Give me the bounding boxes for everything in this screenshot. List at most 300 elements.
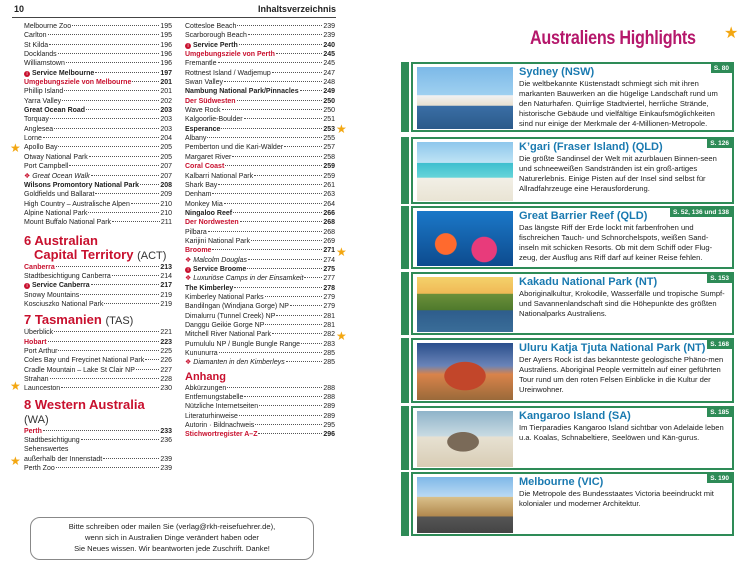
dot-leader [140, 184, 159, 185]
toc-list-anhang [185, 384, 335, 440]
dot-leader [227, 387, 322, 388]
toc-entry-title: Danggu Geikie Gorge NP [185, 322, 265, 329]
highlight-card[interactable] [411, 137, 734, 204]
feature-box-icon: ❖ [185, 359, 192, 367]
highlight-card[interactable] [411, 62, 734, 132]
toc-entry-page: 259 [323, 163, 335, 171]
toc-entry[interactable] [185, 41, 335, 50]
dot-leader [43, 430, 159, 431]
toc-entry-title: Coles Bay und Freycinet National Park [24, 357, 145, 365]
toc-entry-title: Nambung National Park/Pinnacles [185, 88, 299, 96]
toc-entry-page: 227 [160, 366, 172, 374]
toc-entry[interactable] [185, 134, 335, 143]
toc-entry[interactable] [185, 153, 335, 162]
toc-entry[interactable] [24, 31, 172, 40]
highlight-title: Kangaroo Island (SA) [519, 410, 631, 422]
dot-leader [224, 81, 322, 82]
dot-leader [248, 34, 322, 35]
toc-entry-title: Fremantle [185, 60, 217, 68]
section-abbr: (WA) [24, 413, 49, 426]
toc-entry-title: Kosciuszko National Park [24, 300, 104, 308]
toc-entry[interactable] [185, 293, 335, 302]
page-reference-badge[interactable]: S. 190 [707, 474, 732, 483]
page-reference-badge[interactable]: S. 126 [707, 139, 732, 148]
toc-entry[interactable] [185, 50, 335, 59]
toc-entry[interactable] [185, 162, 335, 171]
toc-entry[interactable] [185, 312, 335, 321]
toc-entry[interactable] [24, 50, 172, 59]
toc-entry[interactable] [185, 181, 335, 190]
toc-entry-title: Diamanten in den Kimberleys [193, 359, 285, 367]
toc-entry-page: 217 [160, 282, 172, 290]
toc-entry-title: Wilsons Promontory National Park [24, 181, 140, 189]
toc-entry[interactable] [24, 172, 172, 181]
highlight-photo [417, 343, 513, 400]
toc-entry-page: 245 [323, 51, 335, 59]
toc-entry-page: 283 [323, 340, 335, 348]
toc-entry[interactable] [24, 445, 172, 454]
toc-entry-title: Kalgoorlie-Boulder [185, 116, 243, 124]
highlight-side-bar [401, 272, 409, 335]
toc-entry-page: 285 [323, 350, 335, 358]
toc-entry-page: 207 [160, 163, 172, 171]
highlight-photo [417, 477, 513, 533]
toc-entry[interactable] [24, 455, 172, 464]
dot-leader [112, 221, 160, 222]
toc-entry-title: Nützliche Internetseiten [185, 403, 259, 411]
section-number: 8 [24, 396, 32, 412]
dot-leader [43, 137, 159, 138]
toc-entry[interactable] [185, 125, 335, 134]
toc-entry[interactable] [24, 272, 172, 281]
toc-entry[interactable] [185, 97, 335, 106]
section-heading-anhang: Anhang [185, 370, 226, 383]
toc-entry[interactable] [185, 87, 335, 96]
toc-entry-page: 257 [323, 144, 335, 152]
toc-entry[interactable] [24, 87, 172, 96]
page-reference-badge[interactable]: S. 153 [707, 274, 732, 283]
page-reference-badge[interactable]: S. 52, 136 und 138 [670, 208, 732, 217]
toc-entry-page: 221 [160, 329, 172, 337]
dot-leader [48, 34, 160, 35]
toc-list-melbourne [24, 22, 172, 228]
toc-entry[interactable] [185, 143, 335, 152]
dot-leader [254, 175, 322, 176]
dot-leader [56, 467, 160, 468]
highlight-star-icon: ★ [336, 122, 347, 136]
toc-entry-title: Malcolm Douglas [193, 256, 247, 264]
toc-entry-title: Karijini National Park [185, 237, 250, 245]
highlight-star-icon: ★ [10, 379, 21, 393]
toc-entry-page: 195 [160, 32, 172, 40]
highlight-side-bar [401, 62, 409, 132]
toc-entry-page: 203 [160, 107, 172, 115]
highlight-side-bar [401, 206, 409, 269]
toc-entry[interactable] [185, 22, 335, 31]
toc-entry-page: 201 [160, 79, 172, 87]
highlight-title: K’gari (Fraser Island) (QLD) [519, 141, 663, 153]
toc-entry[interactable] [24, 218, 172, 227]
toc-entry[interactable] [185, 393, 335, 402]
toc-entry-title: Abkürzungen [185, 384, 227, 392]
toc-entry[interactable] [185, 384, 335, 393]
highlight-title: Uluru Katja Tjuta National Park (NT) [519, 342, 706, 354]
toc-entry-page: 259 [323, 172, 335, 180]
toc-entry-page: 205 [160, 144, 172, 152]
toc-entry-page: 203 [160, 116, 172, 124]
toc-entry-title: Service Canberra [32, 282, 90, 290]
toc-entry[interactable] [24, 464, 172, 473]
toc-entry[interactable] [185, 31, 335, 40]
toc-entry-page: 264 [323, 200, 335, 208]
dot-leader [284, 146, 322, 147]
section-title-line2: Capital Territory [34, 246, 134, 262]
toc-entry[interactable] [185, 302, 335, 311]
toc-entry-title: Yarra Valley [24, 97, 62, 105]
section-heading-act [24, 234, 172, 263]
highlight-card[interactable] [411, 472, 734, 536]
highlight-side-bar [401, 338, 409, 403]
toc-entry-page: 288 [323, 394, 335, 402]
dot-leader [48, 341, 160, 342]
section-abbr: (TAS) [105, 315, 134, 328]
toc-entry-title: Wave Rock [185, 107, 221, 115]
toc-entry-page: 236 [160, 437, 172, 445]
toc-entry[interactable] [185, 237, 335, 246]
toc-entry[interactable] [24, 143, 172, 152]
toc-entry-page: 255 [323, 135, 335, 143]
toc-entry[interactable] [24, 190, 172, 199]
toc-entry-page: 195 [160, 23, 172, 30]
dot-leader [276, 53, 322, 54]
toc-entry[interactable] [185, 358, 335, 367]
toc-entry-page: 268 [323, 228, 335, 236]
highlight-description: Der Ayers Rock ist das bekannteste geologische Phäno-men Australiens. Aboriginal People vermitteln auf einer geführten Tour rund um den roten Felsen Einblicke in die Kultur der Ureinwohner. [519, 355, 724, 395]
highlight-description: Die Metropole des Bundesstaates Victoria beeindruckt mit kolonialer und moderner Architektur. [519, 489, 714, 509]
toc-entry-page: 279 [323, 303, 335, 311]
toc-entry[interactable] [24, 125, 172, 134]
toc-entry-page: 239 [323, 32, 335, 40]
toc-entry[interactable] [24, 338, 172, 347]
highlight-card[interactable] [411, 338, 734, 403]
toc-entry[interactable] [24, 134, 172, 143]
toc-entry-title: Stadtbesichtigung [24, 437, 80, 445]
dot-leader [58, 53, 160, 54]
feedback-line: Bitte schreiben oder mailen Sie (verlag@rkh-reisefuehrer.de), [68, 522, 276, 531]
toc-entry-title: Umgebungsziele von Perth [185, 51, 275, 59]
dot-leader [66, 62, 159, 63]
toc-entry[interactable] [24, 436, 172, 445]
toc-entry-title: Kununurra [185, 350, 218, 358]
highlight-star-icon: ★ [336, 329, 347, 343]
toc-entry-title: Pemberton und die Kari-Wälder [185, 144, 284, 152]
toc-list-wa [24, 427, 172, 474]
dot-leader [54, 331, 159, 332]
toc-entry[interactable] [24, 427, 172, 436]
toc-entry-page: 205 [160, 153, 172, 161]
toc-column-right [185, 22, 335, 440]
highlight-text [519, 476, 728, 509]
dot-leader [50, 378, 160, 379]
dot-leader [88, 212, 159, 213]
highlight-side-bar [401, 472, 409, 536]
toc-entry[interactable] [24, 69, 172, 78]
dot-leader [276, 315, 322, 316]
toc-entry[interactable] [185, 172, 335, 181]
toc-entry-page: 239 [323, 23, 335, 30]
toc-entry[interactable] [185, 284, 335, 293]
highlight-description: Aboriginalkultur, Krokodile, Wasserfälle und tropische Sumpf- und Savannenlandschaft sind die Höhepunkte des größten Nationalparks Australiens. [519, 289, 725, 319]
dot-leader [265, 296, 323, 297]
toc-entry-page: 203 [160, 125, 172, 133]
dot-leader [62, 100, 159, 101]
toc-entry-title: Umgebungsziele von Melbourne [24, 79, 132, 87]
toc-entry-title: Service Melbourne [32, 69, 95, 77]
toc-entry[interactable] [185, 265, 335, 274]
toc-entry-title: High Country – Australische Alpen [24, 200, 130, 208]
toc-entry[interactable] [24, 106, 172, 115]
toc-entry[interactable] [185, 274, 335, 283]
toc-entry-title: Ningaloo Reef [185, 209, 233, 217]
toc-entry-title: Cradle Mountain – Lake St Clair NP [24, 366, 135, 374]
toc-entry[interactable] [185, 106, 335, 115]
toc-entry[interactable] [24, 59, 172, 68]
section-title: Australian [34, 232, 98, 248]
dot-leader [104, 303, 159, 304]
highlight-card[interactable] [411, 406, 734, 470]
page-reference-badge[interactable]: S. 80 [711, 64, 732, 73]
toc-entry[interactable] [24, 153, 172, 162]
toc-entry-title: Coral Coast [185, 163, 225, 171]
toc-entry-title: Esperance [185, 125, 221, 133]
feature-box-icon: ❖ [185, 275, 192, 283]
dot-leader [239, 44, 323, 45]
dot-leader [286, 361, 323, 362]
dot-leader [247, 268, 322, 269]
dot-leader [91, 284, 160, 285]
toc-entry[interactable] [24, 300, 172, 309]
dot-leader [244, 396, 322, 397]
toc-entry-title: Mitchell River National Park [185, 331, 271, 339]
toc-entry-title: Swan Valley [185, 79, 224, 87]
highlight-description: Die weltbekannte Küstenstadt schmiegt sich mit ihren markanten Bauwerken an die hügelige Landschaft rund um den Naturhafen. Quirrlige Stadtviertel, herrliche Strände, historische Gebäude und vielfältige Einkaufsmöglichkeiten sind nur einige der Merkmale der 4-Millionen-Metropole. [519, 79, 718, 129]
toc-entry-page: 268 [323, 219, 335, 227]
highlight-star-icon: ★ [336, 245, 347, 259]
title-star-icon: ★ [724, 25, 739, 42]
toc-entry-page: 208 [160, 181, 172, 189]
toc-entry-page: 250 [323, 97, 335, 105]
toc-entry[interactable] [185, 421, 335, 430]
toc-entry-title: Der Nordwesten [185, 219, 239, 227]
toc-entry[interactable] [185, 340, 335, 349]
toc-entry[interactable] [185, 321, 335, 330]
toc-entry[interactable] [185, 115, 335, 124]
service-info-icon: i [24, 283, 30, 289]
highlight-text [519, 210, 728, 263]
highlight-text [519, 342, 728, 395]
section-heading-wa [24, 398, 172, 427]
toc-entry-title: Snowy Mountains [24, 291, 80, 299]
toc-entry-title: Bandilngan (Windjana Gorge) NP [185, 303, 289, 311]
toc-entry-page: 225 [160, 347, 172, 355]
toc-entry[interactable] [185, 412, 335, 421]
toc-entry-title: Launceston [24, 385, 61, 393]
toc-entry-page: 211 [160, 219, 172, 227]
section-heading-tas [24, 313, 172, 328]
toc-entry-page: 253 [323, 125, 335, 133]
dot-leader [136, 369, 159, 370]
dot-leader [239, 415, 322, 416]
toc-entry[interactable] [24, 162, 172, 171]
highlight-title: Great Barrier Reef (QLD) [519, 210, 648, 222]
toc-entry[interactable] [185, 190, 335, 199]
dot-leader [145, 359, 159, 360]
toc-entry-page: 213 [160, 263, 172, 271]
toc-entry-page: 201 [160, 88, 172, 96]
toc-entry[interactable] [185, 218, 335, 227]
toc-entry-page: 223 [160, 338, 172, 346]
feedback-note [30, 517, 314, 560]
toc-entry[interactable] [24, 115, 172, 124]
toc-entry-title: Mount Buffalo National Park [24, 219, 112, 227]
toc-entry[interactable] [24, 22, 172, 31]
toc-entry-title: Canberra [24, 263, 55, 271]
toc-entry[interactable] [185, 69, 335, 78]
highlights-title: Australiens Highlights [530, 28, 696, 49]
highlight-text [519, 141, 728, 194]
dot-leader [259, 405, 322, 406]
toc-entry[interactable] [185, 228, 335, 237]
dot-leader [64, 90, 159, 91]
toc-entry[interactable] [24, 291, 172, 300]
toc-entry[interactable] [24, 97, 172, 106]
dot-leader [80, 294, 159, 295]
toc-entry[interactable] [185, 402, 335, 411]
section-title: Tasmanien [34, 312, 102, 328]
dot-leader [61, 387, 159, 388]
toc-entry-page: 210 [160, 209, 172, 217]
service-info-icon: i [185, 267, 191, 273]
toc-entry-title: Melbourne Zoo [24, 23, 72, 30]
toc-entry-page: 230 [160, 385, 172, 393]
page-number: 10 [14, 4, 25, 14]
toc-entry-page: 239 [160, 455, 172, 463]
dot-leader [304, 277, 322, 278]
dot-leader [222, 109, 323, 110]
toc-entry[interactable] [24, 209, 172, 218]
page-reference-badge[interactable]: S. 168 [707, 340, 732, 349]
highlight-star-icon: ★ [10, 141, 21, 155]
toc-entry-title: Strahan [24, 376, 49, 383]
toc-entry-title: Luxuriöse Camps in der Einsamkeit [193, 275, 304, 283]
dot-leader [225, 165, 322, 166]
toc-entry-title: Service Perth [193, 41, 238, 49]
toc-entry[interactable] [185, 59, 335, 68]
highlight-photo [417, 67, 513, 129]
dot-leader [272, 333, 322, 334]
toc-entry[interactable] [24, 263, 172, 272]
highlight-card[interactable] [411, 206, 734, 269]
toc-entry-title: Stichwortregister A–Z [185, 431, 258, 439]
toc-entry-title: Albany [185, 135, 207, 143]
toc-entry[interactable] [24, 181, 172, 190]
toc-entry-title: Port Arthur [24, 347, 58, 355]
highlight-card[interactable] [411, 272, 734, 335]
toc-entry[interactable] [185, 349, 335, 358]
toc-entry-title: Port Campbell [24, 163, 69, 171]
highlight-title: Kakadu National Park (NT) [519, 276, 658, 288]
dot-leader [219, 352, 323, 353]
toc-entry[interactable] [185, 209, 335, 218]
dot-leader [234, 287, 322, 288]
toc-entry-title: Monkey Mia [185, 200, 223, 208]
toc-entry[interactable] [185, 256, 335, 265]
toc-entry[interactable] [24, 366, 172, 375]
dot-leader [240, 221, 323, 222]
toc-entry-page: 245 [323, 60, 335, 68]
toc-entry-title: Docklands [24, 51, 57, 59]
toc-entry-page: 295 [323, 422, 335, 430]
toc-entry-title: Rottnest Island / Wadjemup [185, 69, 271, 77]
toc-entry-page: 258 [323, 153, 335, 161]
toc-entry[interactable] [24, 78, 172, 87]
toc-entry[interactable] [24, 41, 172, 50]
toc-entry-title: Service Broome [193, 265, 247, 273]
toc-entry-page: 266 [323, 209, 335, 217]
toc-entry-title: Hobart [24, 338, 47, 346]
toc-entry-title: The Kimberley [185, 284, 234, 292]
highlight-text [519, 276, 728, 319]
dot-leader [49, 44, 159, 45]
toc-entry-title: Broome [185, 247, 212, 255]
feature-box-icon: ❖ [185, 256, 192, 264]
toc-entry-title: Cottesloe Beach [185, 23, 237, 30]
page-reference-badge[interactable]: S. 185 [707, 408, 732, 417]
toc-entry-page: 228 [160, 376, 172, 383]
dot-leader [232, 156, 322, 157]
feature-box-icon: ❖ [24, 172, 31, 180]
toc-entry-page: 249 [323, 88, 335, 96]
toc-entry-page: 263 [323, 191, 335, 199]
toc-entry-page: 226 [160, 357, 172, 365]
toc-entry-page: 233 [160, 427, 172, 435]
toc-entry-title: außerhalb der Innenstadt [24, 455, 103, 463]
toc-entry[interactable] [185, 246, 335, 255]
toc-entry[interactable] [185, 200, 335, 209]
highlight-text [519, 410, 728, 443]
toc-entry[interactable] [24, 356, 172, 365]
toc-entry[interactable] [24, 375, 172, 384]
highlight-description: Die größte Sandinsel der Welt mit azurblauen Binnen-seen und schneeweißen Sandstränden ist ein groß-artiges Naturerlebnis. Einige Pisten auf der Insel sind selbst für Allradfahrzeuge eine Herausforderung. [519, 154, 717, 194]
highlight-photo [417, 142, 513, 201]
toc-entry[interactable] [24, 328, 172, 337]
toc-entry[interactable] [185, 430, 335, 439]
toc-entry-page: 247 [323, 69, 335, 77]
toc-entry[interactable] [24, 347, 172, 356]
toc-entry[interactable] [24, 200, 172, 209]
toc-entry-title: Denham [185, 191, 212, 199]
dot-leader [95, 72, 159, 73]
toc-entry-page: 239 [160, 465, 172, 473]
toc-entry[interactable] [185, 78, 335, 87]
dot-leader [248, 259, 322, 260]
toc-entry-title: Alpine National Park [24, 209, 88, 217]
toc-entry[interactable] [24, 281, 172, 290]
toc-entry[interactable] [24, 384, 172, 393]
toc-entry[interactable] [185, 330, 335, 339]
dot-leader [244, 118, 323, 119]
dot-leader [212, 249, 322, 250]
